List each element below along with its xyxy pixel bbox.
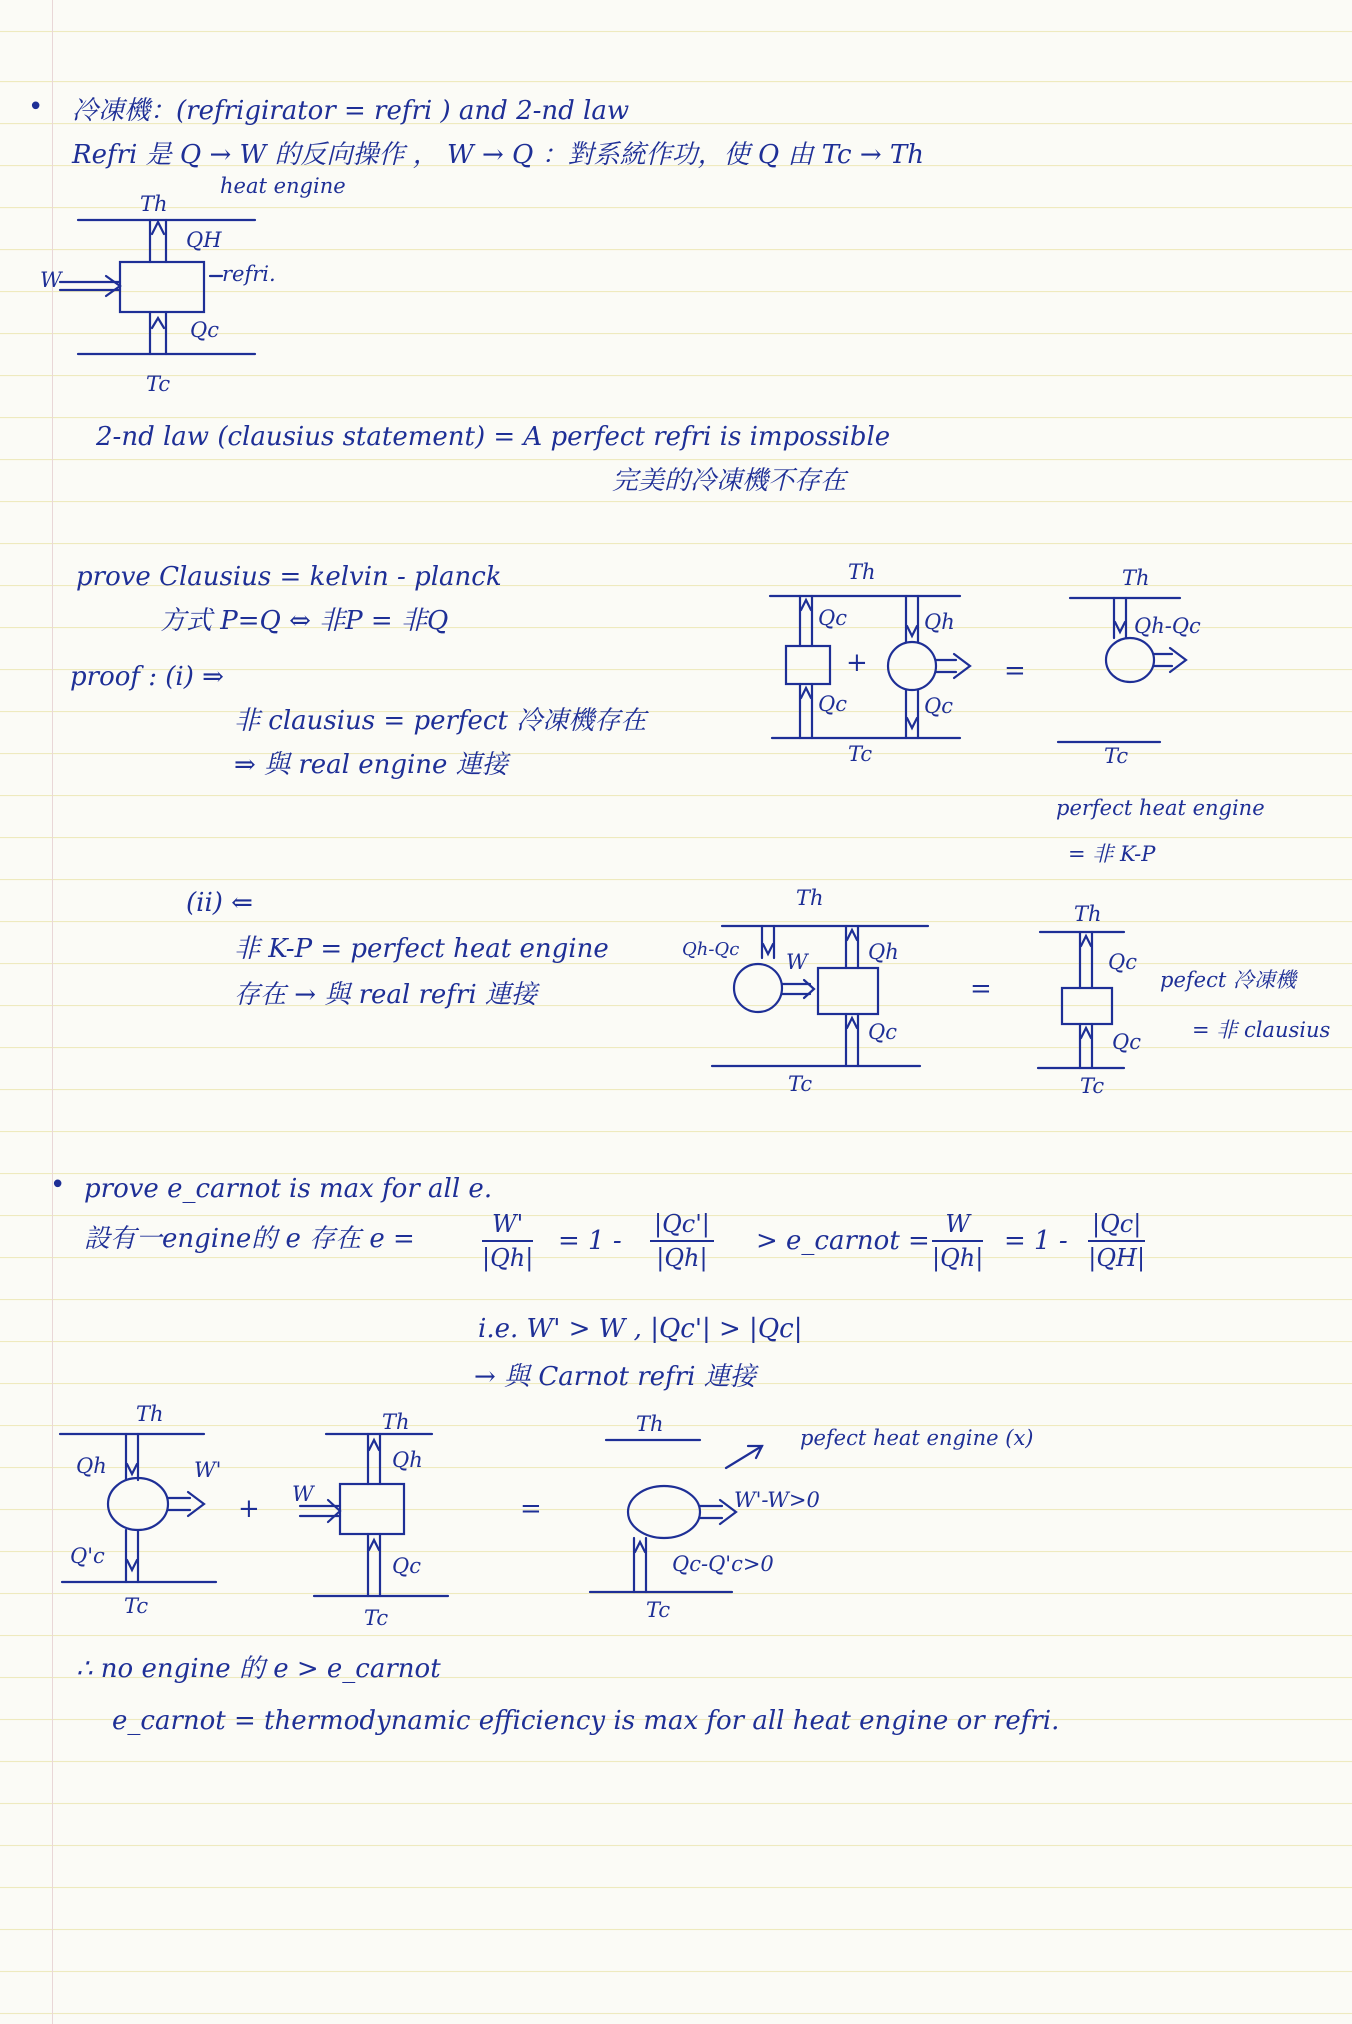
proof1-tc: Tc [848, 742, 873, 766]
clausius-statement-zh: 完美的冷凍機不存在 [612, 466, 847, 496]
d3-plus: + [238, 1494, 260, 1524]
proof2-note1: pefect 冷凍機 [1160, 968, 1296, 992]
fraction-numerator: W' [482, 1210, 533, 1242]
proof2-qh: Qh [868, 940, 899, 964]
greater-than-ecarnot: > e_carnot = [756, 1226, 930, 1256]
refrigerator-diagram [40, 190, 300, 400]
ie-line: i.e. W' > W , |Qc'| > |Qc| [478, 1314, 803, 1344]
d3-th1: Th [136, 1402, 164, 1426]
final-statement: e_carnot = thermodynamic efficiency is max for all heat engine or refri. [112, 1706, 1060, 1736]
refri-definition: Refri 是 Q → W 的反向操作 ， W → Q ：對系統作功，使 Q 由 Tc → Th [72, 140, 925, 170]
carnot-bullet: • [50, 1170, 66, 1200]
prove-line: prove Clausius = kelvin - planck [76, 562, 502, 592]
fraction-denominator: |QH| [1088, 1244, 1146, 1272]
proof2-equals: = [970, 974, 992, 1004]
bullet: • [28, 92, 44, 122]
proof1-qh: Qh [924, 610, 955, 634]
proof-part1-head: proof : (i) ⇒ [70, 662, 224, 692]
fraction-w [932, 1210, 983, 1272]
fraction-denominator: |Qh| [932, 1244, 984, 1272]
proof1-result-tc: Tc [1104, 744, 1129, 768]
fraction-numerator: W [932, 1210, 983, 1242]
d3-equals: = [520, 1494, 542, 1524]
fraction-qc [1088, 1210, 1145, 1272]
d3-th3: Th [636, 1412, 664, 1436]
proof2-result-th: Th [1074, 902, 1102, 926]
d3-qh2: Qh [392, 1448, 423, 1472]
d3-note: pefect heat engine (x) [800, 1426, 1034, 1450]
diagram-qc: Qc [190, 318, 219, 342]
diagram-qh: QH [186, 228, 222, 252]
d3-w1: W' [194, 1458, 222, 1482]
fraction-w-prime [482, 1210, 533, 1272]
proof2-result-qc-bottom: Qc [1112, 1030, 1141, 1054]
proof2-th: Th [796, 886, 824, 910]
d3-th2: Th [382, 1410, 410, 1434]
proof2-tc: Tc [788, 1072, 813, 1096]
diagram-tc: Tc [146, 372, 171, 396]
fraction-qc-prime [650, 1210, 714, 1272]
proof1-qc-engine: Qc [924, 694, 953, 718]
proof-part1-a: 非 clausius = perfect 冷凍機存在 [234, 706, 647, 736]
proof1-qc-bottom: Qc [818, 692, 847, 716]
diagram-th: Th [140, 192, 168, 216]
proof-part1-b: ⇒ 與 real engine 連接 [234, 750, 508, 780]
d3-w3: W'-W>0 [734, 1488, 820, 1512]
method-line: 方式 P=Q ⇔ 非P = 非Q [160, 606, 449, 636]
proof1-result-th: Th [1122, 566, 1150, 590]
d3-q3: Qc-Q'c>0 [672, 1552, 774, 1576]
d3-tc1: Tc [124, 1594, 149, 1618]
proof1-th: Th [848, 560, 876, 584]
carnot-claim: prove e_carnot is max for all e. [84, 1174, 493, 1204]
equals-one-minus: = 1 - [558, 1226, 622, 1256]
proof1-note2: = 非 K-P [1068, 842, 1156, 866]
proof-part2-a: 非 K-P = perfect heat engine [234, 934, 609, 964]
fraction-denominator: |Qh| [482, 1244, 534, 1272]
proof-part2-b: 存在 → 與 real refri 連接 [234, 980, 537, 1010]
d3-qc1: Q'c [70, 1544, 105, 1568]
clausius-statement: 2-nd law (clausius statement) = A perfect refri is impossible [96, 422, 891, 452]
proof1-qc-top: Qc [818, 606, 847, 630]
proof1-result-q: Qh-Qc [1134, 614, 1201, 638]
carnot-diagram [50, 1420, 810, 1620]
diagram-w: W [40, 268, 62, 292]
carnot-connect: → 與 Carnot refri 連接 [474, 1362, 756, 1392]
d3-tc2: Tc [364, 1606, 389, 1630]
fraction-numerator: |Qc| [1088, 1210, 1145, 1242]
proof2-q-left: Qh-Qc [682, 939, 740, 960]
equals-one-minus-2: = 1 - [1004, 1226, 1068, 1256]
proof2-qc: Qc [868, 1020, 897, 1044]
fraction-numerator: |Qc'| [650, 1210, 714, 1242]
d3-w2: W [292, 1482, 314, 1506]
proof2-w: W [786, 950, 808, 974]
proof1-equals: = [1004, 656, 1026, 686]
carnot-assumption: 設有一engine的 e 存在 e = [84, 1224, 415, 1254]
d3-qh1: Qh [76, 1454, 107, 1478]
heat-engine-annotation: heat engine [220, 174, 346, 198]
d3-qc2: Qc [392, 1554, 421, 1578]
proof1-plus: + [846, 648, 868, 678]
d3-tc3: Tc [646, 1598, 671, 1622]
proof-part2-head: (ii) ⇐ [186, 888, 253, 918]
proof2-result-tc: Tc [1080, 1074, 1105, 1098]
section-title: 冷凍機：(refrigirator = refri ) and 2-nd law [72, 96, 630, 126]
proof1-note1: perfect heat engine [1056, 796, 1265, 820]
diagram-refri: refri. [222, 262, 276, 286]
proof2-note2: = 非 clausius [1192, 1018, 1331, 1042]
proof2-result-qc-top: Qc [1108, 950, 1137, 974]
therefore-line: ∴ no engine 的 e > e_carnot [76, 1654, 441, 1684]
fraction-denominator: |Qh| [656, 1244, 708, 1272]
